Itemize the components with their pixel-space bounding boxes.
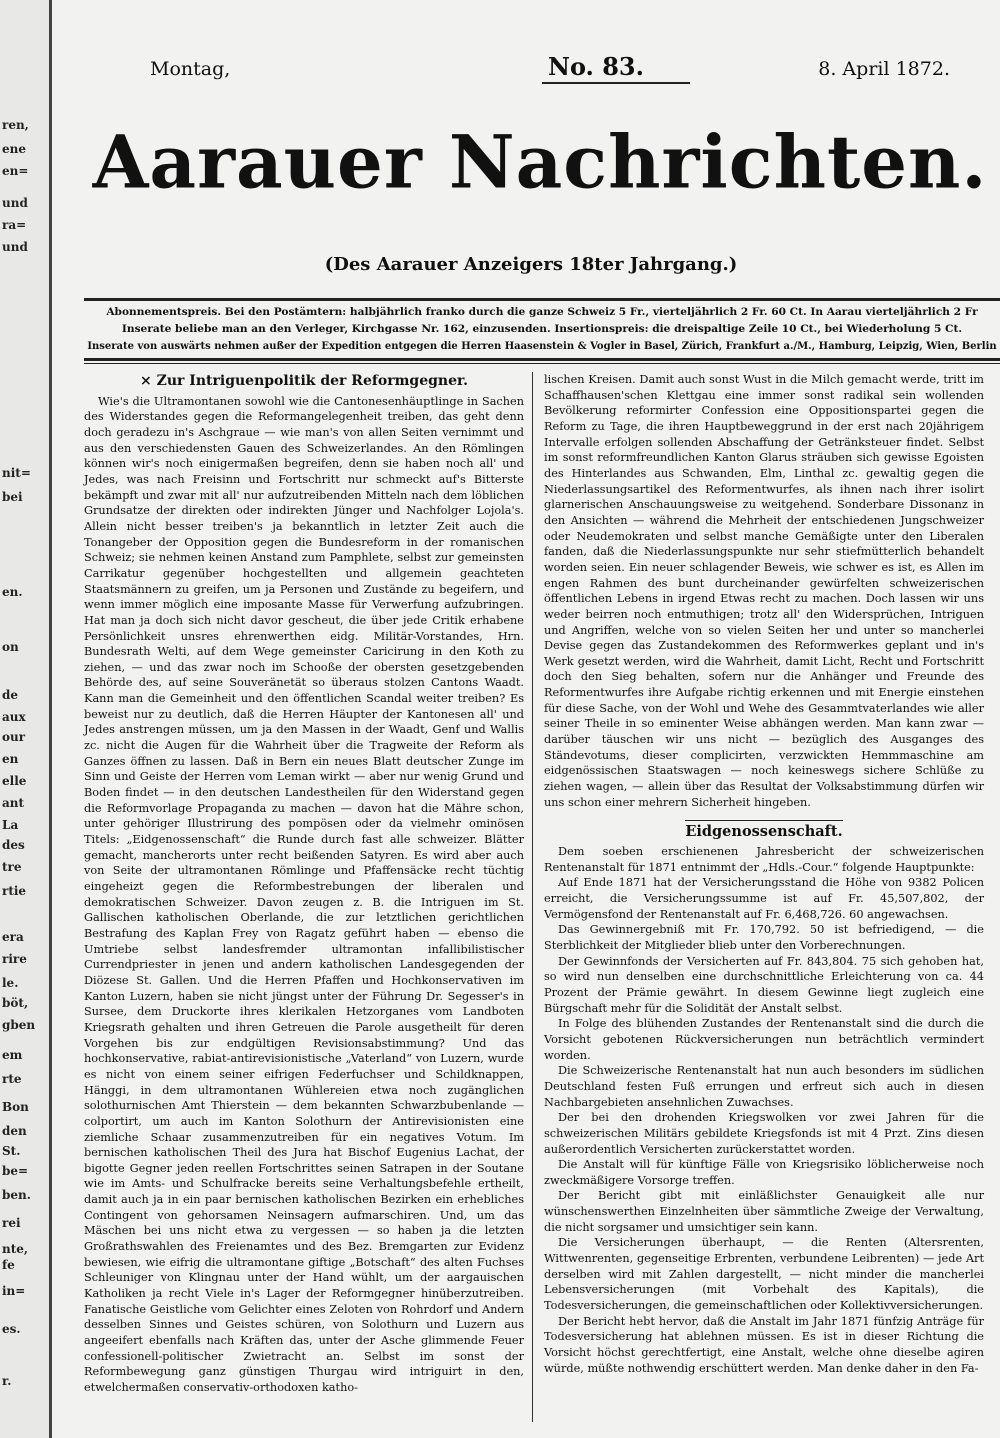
issue-number: No. 83. xyxy=(548,52,644,81)
masthead-subtitle: (Des Aarauer Anzeigers 18ter Jahrgang.) xyxy=(324,254,738,275)
margin-fragment: nte, xyxy=(2,1242,29,1256)
article-paragraph: Wie's die Ultramontanen sowohl wie die Cantonesenhäuptlinge in Sachen des Widerstandes gegen die Reformangelegenheit treiben, das geht denn doch geradezu in's Aschgraue — wie man's von allen Seiten vernimmt und aus den verschiedensten Gauen des Schweizerlandes. An den Römlingen können wir's noch einigermaßen begreifen, denn sie haben noch all' und Jedes, was nach Freisinn und Fortschritt nur schmeckt auf's Bitterste bekämpft und zwar mit all' nur aufzutreibenden Mitteln nach dem löblichen Grundsatze der direkten oder indirekten Jünger und Nachfolger Lojola's. Allein nicht besser treiben's ja bekanntlich in letzter Zeit auch die Tonangeber der Opposition gegen die Bundesreform in der romanischen Schweiz; sie nehmen keinen Anstand zum Pamphlete, selbst zur gemeinsten Carrikatur gegenüber hochgestellten und allgemein geachteten Staatsmännern zu greifen, um ja Personen und Zustände zu begeifern, und wenn immer möglich eine imposante Masse für Verwerfung aufzubringen. Hat man ja doch sich nicht davor gescheut, die über jede Critik erhabene Persönlichkeit unsres ehrenwerthen eidg. Militär-Vorstandes, Hrn. Bundesrath Welti, auf dem Wege gemeinster Caricirung in den Koth zu ziehen, — und das zwar noch im Schooße der obersten gesetzgebenden Behörde des, auf seine Souveränetät so überaus stolzen Cantons Waadt. Kann man die Gemeinheit und den öffentlichen Scandal weiter treiben? Es beweist nur zu deutlich, daß die Herren Häupter der Kantonesen all' und Jedes anstrengen müssen, um ja den Massen in der Waadt, Genf und Wallis zc. nicht die Augen für die Wahrheit über die Tragweite der Reform als Ganzes öffnen zu lassen. Daß in Bern ein neues Blatt deutscher Zunge im Sinn und Geiste der Herren vom Leman wirkt — aber nur wenig Grund und Boden findet — in den deutschen Landestheilen für den Widerstand gegen die Reformvorlage Propaganda zu machen — davon hat die Mähre schon, unter gehöriger Illustrirung des pompösen oder da vielmehr ominösen Titels: „Eidgenossenschaft“ die Runde durch fast alle schweizer. Blätter gemacht, mancherorts unter recht beißenden Satyren. Es wird aber auch von Seite der ultramontanen Römlinge und Pfaffensäcke recht tüchtig eingeheizt gegen die Reformbestrebungen der liberalen und demokratischen Schweizer. Davon zeugen z. B. die Intriguen im St. Gallischen katholischen Oberlande, die zur letztlichen gerichtlichen Bestrafung des Kaplan Frey von Ragatz geführt haben — ebenso die Umtriebe selbst landesfremder ultramontan infallibilistischer Currendpriester in jenen und andern katholischen Landesgegenden der Diözese St. Gallen. Und die Herren Pfaffen und Hochkonservativen im Kanton Luzern, haben sie nicht jüngst unter der Führung Dr. Segesser's in Sursee, dem Druckorte ihres klerikalen Hetzorganes vom Landboten Kriegsrath gehalten und ihren Getreuen die Parole ausgetheilt für deren Vorgehen bis zur endgültigen Revisionsabstimmung? Und das hochkonservative, rabiat-antirevisionistische „Vaterland“ von Luzern, wurde es nicht von einem seiner eifrigen Federfuchser und Schildknappen, Hänggi, in dem ultramontanen Wühlereien etwa noch zugänglichen solothurnischen Amt Thierstein — dem bekannten Schwarzbubenlande — colportirt, um auch im Kanton Solothurn der Antirevisionisten eine ziemliche Schaar zusammenzutreiben für ein negatives Votum. Im bernischen katholischen Theil des Jura hat Bischof Eugenius Lachat, der bigotte Gegner jeden reellen Fortschrittes seinen Satrapen in der Soutane wie im Amts- und Schulfracke bereits seine Verhaltungsbefehle ertheilt, damit auch ja in ein paar bernischen katholischen Bezirken ein erhebliches Contingent von gehorsamen Neinsagern aufmarschiren. Und, um das Mäschen bei uns nicht etwa zu vergessen — so haben ja die letzten Großrathswahlen des Freienamtes und des Bez. Bremgarten zur Evidenz bewiesen, wie eifrig die ultramontane giftige „Botschaft“ des alten Fuchses Schleuniger von Klingnau unter der Hand wühlt, um der aargauischen Katholiken ja recht Viele in's Lager der Reformgegner hinüberzutreiben. Fanatische Geistliche vom Gelichter eines Zeloten von Rohrdorf und Andern desselben Sinnes und Geistes schüren, von Solothurn und Luzern aus angeeifert ebenfalls nach Kräften das, unter der Asche glimmende Feuer confessionell-politischer Zwietracht an. Selbst im sonst der Reformbewegung ganz günstigen Thurgau wird intriguirt in den, etwelchermaßen conservativ-orthodoxen katho- xyxy=(84,394,524,1394)
column-left xyxy=(84,372,524,1396)
header-rule-bottom xyxy=(84,358,1000,361)
margin-fragment: und xyxy=(2,240,28,254)
margin-fragment: rei xyxy=(2,1216,21,1230)
article-paragraph: Der Bericht gibt mit einläßlichster Genauigkeit alle nur wünschenswerthen Einzelnheiten über sämmtliche Zweige der Verwaltung, die nicht sorgsamer und umsichtiger sein kann. xyxy=(544,1189,984,1234)
margin-fragment: La xyxy=(2,818,19,832)
article-paragraph: Der Bericht hebt hervor, daß die Anstalt im Jahr 1871 fünfzig Anträge für Todesversicherung hat ablehnen müssen. Es ist in dieser Richtung die Vorsicht höchst gerechtfertigt, eine Anstalt, welche ohne dieselbe agiren würde, müßte nothwendig erschüttert werden. Man denke daher in den Fa- xyxy=(544,1314,984,1375)
article-paragraph: Der bei den drohenden Kriegswolken vor zwei Jahren für die schweizerischen Militärs gebildete Kriegsfonds ist mit 4 Przt. Zins diesen außerordentlich Versicherten zurückerstattet worden. xyxy=(544,1111,984,1156)
margin-fragment: r. xyxy=(2,1374,12,1388)
margin-fragment: des xyxy=(2,838,25,852)
margin-fragment: elle xyxy=(2,774,27,788)
margin-fragment: in= xyxy=(2,1284,26,1298)
margin-fragment: on xyxy=(2,640,19,654)
margin-fragment: böt, xyxy=(2,996,29,1010)
margin-fragment: St. xyxy=(2,1144,21,1158)
column-right xyxy=(544,372,984,1376)
article-heading: × Zur Intriguenpolitik der Reformgegner. xyxy=(140,373,468,389)
front-page xyxy=(62,0,1000,1438)
margin-fragment: de xyxy=(2,688,19,702)
margin-fragment: rtie xyxy=(2,884,27,898)
margin-fragment: ren, xyxy=(2,118,29,132)
margin-fragment: ben. xyxy=(2,1188,31,1202)
margin-fragment: be= xyxy=(2,1164,29,1178)
margin-fragment: aux xyxy=(2,710,26,724)
margin-fragment: es. xyxy=(2,1322,21,1336)
margin-fragment: rire xyxy=(2,952,27,966)
margin-fragment: le. xyxy=(2,976,19,990)
header-rule-top xyxy=(84,298,1000,301)
masthead-title: Aarauer Nachrichten. xyxy=(92,118,988,205)
issue-date: 8. April 1872. xyxy=(818,58,950,80)
article-paragraph: Das Gewinnergebniß mit Fr. 170,792. 50 ist befriedigend, — die Sterblichkeit der Mitglieder blieb unter den Vorberechnungen. xyxy=(544,923,984,952)
header-rule-bottom-thin xyxy=(84,363,1000,364)
margin-fragment: ene xyxy=(2,142,26,156)
article-paragraph: Die Versicherungen überhaupt, — die Renten (Altersrenten, Wittwenrenten, gegenseitige Erbrenten, verbundene Leibrenten) — jede Art derselben wird mit Zahlen dargestellt, — nicht minder die mancherlei Lebensversicherungen (mit Vorbehalt des Kapitals), die Todesversicherungen, die gemeinschaftlichen oder Kollektivversicherungen. xyxy=(544,1236,984,1313)
margin-fragment: bei xyxy=(2,490,23,504)
article-paragraph: Der Gewinnfonds der Versicherten auf Fr. 843,804. 75 sich gehoben hat, so wird nun denselben eine durchschnittliche Erleichterung von ca. 44 Prozent der Prämie gewährt. In diesem Gewinne liegt zugleich eine Bürgschaft mehr für die Solidität der Anstalt selbst. xyxy=(544,954,984,1015)
subscription-info xyxy=(84,304,1000,355)
margin-fragment: en xyxy=(2,752,19,766)
margin-fragment: und xyxy=(2,196,28,210)
margin-fragment: fe xyxy=(2,1258,15,1272)
subscription-line: Abonnementspreis. Bei den Postämtern: halbjährlich franko durch die ganze Schweiz 5 Fr., vierteljährlich 2 Fr. 60 Ct. In Aarau vierteljährlich 2 Fr xyxy=(106,306,978,318)
article-paragraph: Auf Ende 1871 hat der Versicherungsstand die Höhe von 9382 Policen erreicht, die Versicherungssumme ist auf Fr. 45,507,802, der Vermögensfond der Rentenanstalt auf Fr. 6,468,726. 60 angewachsen. xyxy=(544,876,984,921)
article-paragraph: lischen Kreisen. Damit auch sonst Wust in die Milch gemacht werde, tritt im Schaffhausen'schen Klettgau eine immer sonst radikal sein wollenden Bevölkerung reformirter Confession eine Oppositionspartei gegen die Reform zu Tage, die ihren Hauptbeweggrund in der erst nach 20jährigem Intervalle erfolgen sollenden Abschaffung der Getränksteuer findet. Selbst im sonst reformfreundlichen Kanton Glarus sträuben sich gewisse Egoisten des Hinterlandes aus Schwanden, Elm, Linthal zc. gewaltig gegen die Niederlassungsartikel des Reformentwurfes, als ihnen nach ihrer isolirt glarnerischen Anschauungsweise zu weitgehend. Sonderbare Dissonanz in den Ansichten — während die Mehrheit der entschiedenen Jungschweizer oder Neudemokraten und selbst manche Gemäßigte unter den Liberalen fanden, daß die Niederlassungspunkte nur sehr stiefmütterlich behandelt worden seien. Ein neuer schlagender Beweis, wie schwer es ist, es Allen im engen Rahmen des bunt durcheinander gewürfelten schweizerischen öffentlichen Lebens in irgend Etwas recht zu machen. Doch lassen wir uns weder beirren noch entmuthigen; trotz all' den Widersprüchen, Intriguen und Angriffen, welche von so vielen Seiten her und unter so mancherlei Devise gegen das Zustandekommen des Reformwerkes geplant und in's Werk gesetzt werden, wird die Wahrheit, damit Licht, Recht und Fortschritt doch den Sieg behalten, sofern nur die Anhänger und Freunde des Reformentwurfes ihre Aufgabe richtig erkennen und mit Energie einstehen für diese Sache, von der Wohl und Wehe des Gesammtvaterlandes wie aller seiner Theile in so eminenter Weise abhängen werden. Man kann zwar — darüber täuschen wir uns nicht — bezüglich des Ausganges des Ständevotums, dieser complicirten, verzwickten Hemmmaschine am eidgenössischen Staatswagen — noch keineswegs sichere Schlüße zu ziehen wagen, — allein über das Resultat der Volksabstimmung dürfen wir uns schon einer mehrern Sicherheit hingeben. xyxy=(544,373,984,809)
margin-fragment: Bon xyxy=(2,1100,29,1114)
margin-fragment: our xyxy=(2,730,26,744)
article-paragraph: In Folge des blühenden Zustandes der Rentenanstalt sind die durch die Vorsicht gebotenen Rückversicherungen nun beträchtlich vermindert worden. xyxy=(544,1017,984,1062)
margin-fragment: ant xyxy=(2,796,25,810)
column-divider xyxy=(532,372,533,1422)
dateline xyxy=(150,52,950,86)
margin-fragment: en= xyxy=(2,164,29,178)
subscription-line: Inserate von auswärts nehmen außer der Expedition entgegen die Herren Haasenstein & Vogler in Basel, Zürich, Frankfurt a./M., Hamburg, Leipzig, Wien, Berlin xyxy=(87,341,997,352)
issue-day: Montag, xyxy=(150,58,231,80)
margin-fragment: gben xyxy=(2,1018,36,1032)
article-paragraph: Die Schweizerische Rentenanstalt hat nun auch besonders im südlichen Deutschland festen Fuß errungen und erfreut sich auch in diesen Nachbargebieten ansehnlichen Zuwachses. xyxy=(544,1064,984,1109)
margin-fragment: nit= xyxy=(2,466,31,480)
subscription-line: Inserate beliebe man an den Verleger, Kirchgasse Nr. 162, einzusenden. Insertionspreis: die dreispaltige Zeile 10 Ct., bei Wiederholung 5 Ct. xyxy=(121,323,963,335)
margin-fragment: em xyxy=(2,1048,23,1062)
margin-fragment: ra= xyxy=(2,218,27,232)
margin-fragment: den xyxy=(2,1124,27,1138)
previous-page-margin xyxy=(0,0,52,1438)
article-paragraph: Die Anstalt will für künftige Fälle von Kriegsrisiko löblicherweise noch zweckmäßigere Vorsorge treffen. xyxy=(544,1158,984,1187)
margin-fragment: en. xyxy=(2,585,23,599)
margin-fragment: era xyxy=(2,930,24,944)
margin-fragment: tre xyxy=(2,860,22,874)
section-heading-text: Eidgenossenschaft. xyxy=(685,820,842,840)
section-heading xyxy=(544,820,984,840)
issue-number-rule xyxy=(542,82,690,84)
article-paragraph: Dem soeben erschienenen Jahresbericht der schweizerischen Rentenanstalt für 1871 entnimmt der „Hdls.-Cour.“ folgende Hauptpunkte: xyxy=(544,845,984,874)
margin-fragment: rte xyxy=(2,1072,22,1086)
